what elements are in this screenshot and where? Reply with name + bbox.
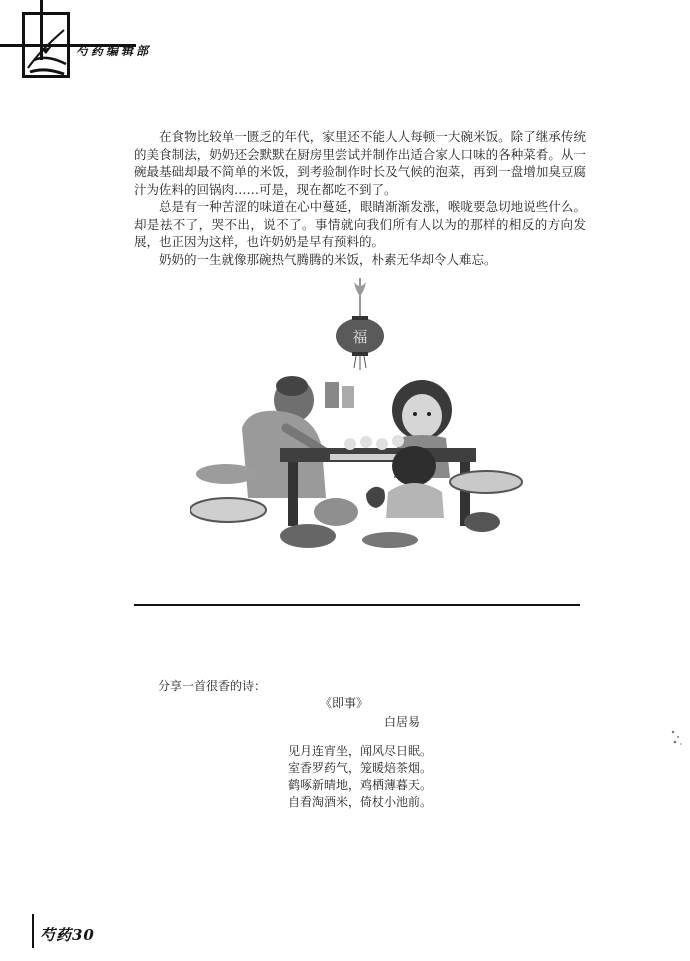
family-kitchen-illustration	[190, 278, 530, 558]
article-paragraph: 在食物比较单一匮乏的年代，家里还不能人人每顿一大碗米饭。除了继承传统的美食制法，奶奶还会默默在厨房里尝试并制作出适合家人口味的各种菜肴。从一碗最基础却最不简单的米饭，到考验制作时长及气候的泡菜，再到一盘增加臭豆腐汁为佐料的回锅肉……可是，现在都吃不到了。	[134, 129, 586, 197]
poem-author: 白居易	[384, 715, 421, 729]
poem-line: 见月连宵坐，闻风尽日眠。	[288, 744, 433, 758]
poem-body	[288, 743, 432, 811]
article-body	[134, 128, 586, 268]
lantern-character: 福	[352, 328, 368, 346]
decorative-specks	[670, 728, 684, 748]
poem-line: 室香罗药气，笼暖焙茶烟。	[288, 761, 433, 775]
footer-rule	[32, 914, 34, 948]
section-divider	[134, 604, 580, 606]
article-paragraph: 总是有一种苦涩的味道在心中蔓延，眼睛渐渐发涨，喉咙要急切地说些什么。却是祛不了，哭不出，说不了。事情就向我们所有人以为的那样的相反的方向发展，也正因为这样，也许奶奶是早有预料的。	[134, 199, 586, 249]
bamboo-logo-icon	[24, 24, 70, 76]
article-paragraph: 奶奶的一生就像那碗热气腾腾的米饭，朴素无华却令人难忘。	[159, 251, 497, 267]
page-footer: 芍药30	[40, 926, 95, 944]
poem-line: 鹤啄新晴地，鸡栖薄暮天。	[288, 778, 433, 792]
poem-line: 自看淘酒米，倚杖小池前。	[288, 795, 433, 809]
poem-intro: 分享一首很香的诗：	[158, 679, 267, 693]
header-title: 芍药编辑部	[76, 44, 152, 58]
poem-title: 《即事》	[320, 696, 369, 710]
